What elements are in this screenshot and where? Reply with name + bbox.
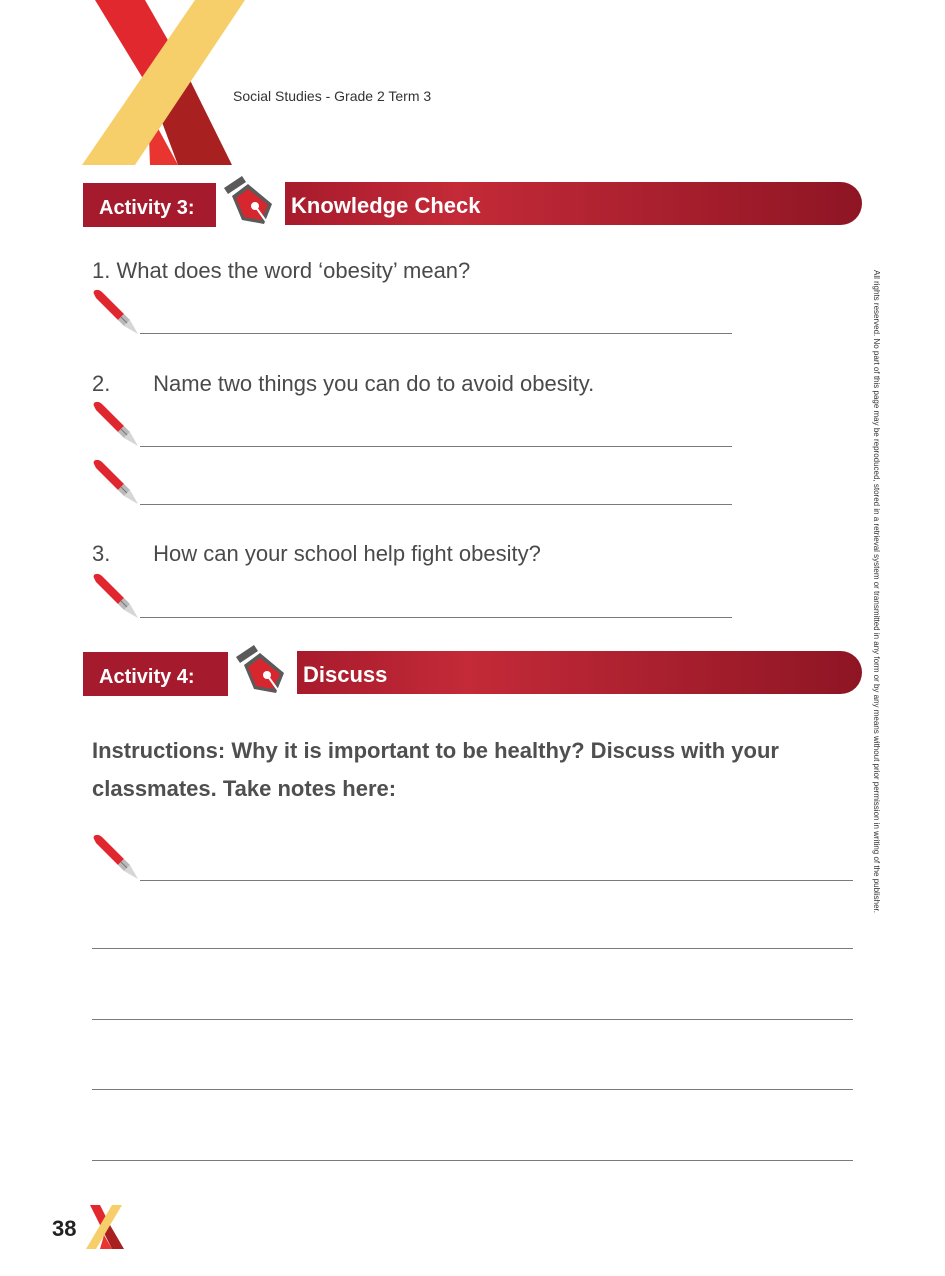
copyright-notice: All rights reserved. No part of this page may be reproduced, stored in a retrieval system or transmitted in any form or by any means without prior permission in writing of the publisher.	[872, 270, 881, 913]
answer-line[interactable]	[140, 617, 732, 618]
pen-nib-icon	[230, 643, 292, 703]
pen-icon	[90, 288, 140, 338]
question-1: 1. What does the word ‘obesity’ mean?	[92, 258, 471, 283]
notes-line[interactable]	[92, 1089, 853, 1090]
footer-logo	[86, 1205, 126, 1251]
header-title: Social Studies - Grade 2 Term 3	[233, 88, 432, 104]
pen-icon	[90, 572, 140, 622]
activity-4-title: Discuss	[297, 651, 862, 694]
answer-line[interactable]	[140, 504, 732, 505]
notes-line[interactable]	[140, 880, 853, 881]
page-number: 38	[52, 1216, 77, 1241]
corner-logo	[0, 0, 260, 170]
notes-line[interactable]	[92, 1019, 853, 1020]
instructions: Instructions: Why it is important to be healthy? Discuss with your classmates. Take notes here:	[92, 738, 779, 801]
pen-icon	[90, 833, 140, 883]
pen-nib-icon	[218, 174, 280, 234]
notes-line[interactable]	[92, 1160, 853, 1161]
pen-icon	[90, 400, 140, 450]
question-3: 3. How can your school help fight obesity?	[92, 541, 541, 566]
activity-3-title: Knowledge Check	[285, 182, 862, 225]
notes-line[interactable]	[92, 948, 853, 949]
question-2: 2. Name two things you can do to avoid obesity.	[92, 371, 595, 396]
answer-line[interactable]	[140, 333, 732, 334]
pen-icon	[90, 458, 140, 508]
answer-line[interactable]	[140, 446, 732, 447]
activity-3-label: Activity 3:	[83, 183, 216, 227]
activity-4-label: Activity 4:	[83, 652, 228, 696]
